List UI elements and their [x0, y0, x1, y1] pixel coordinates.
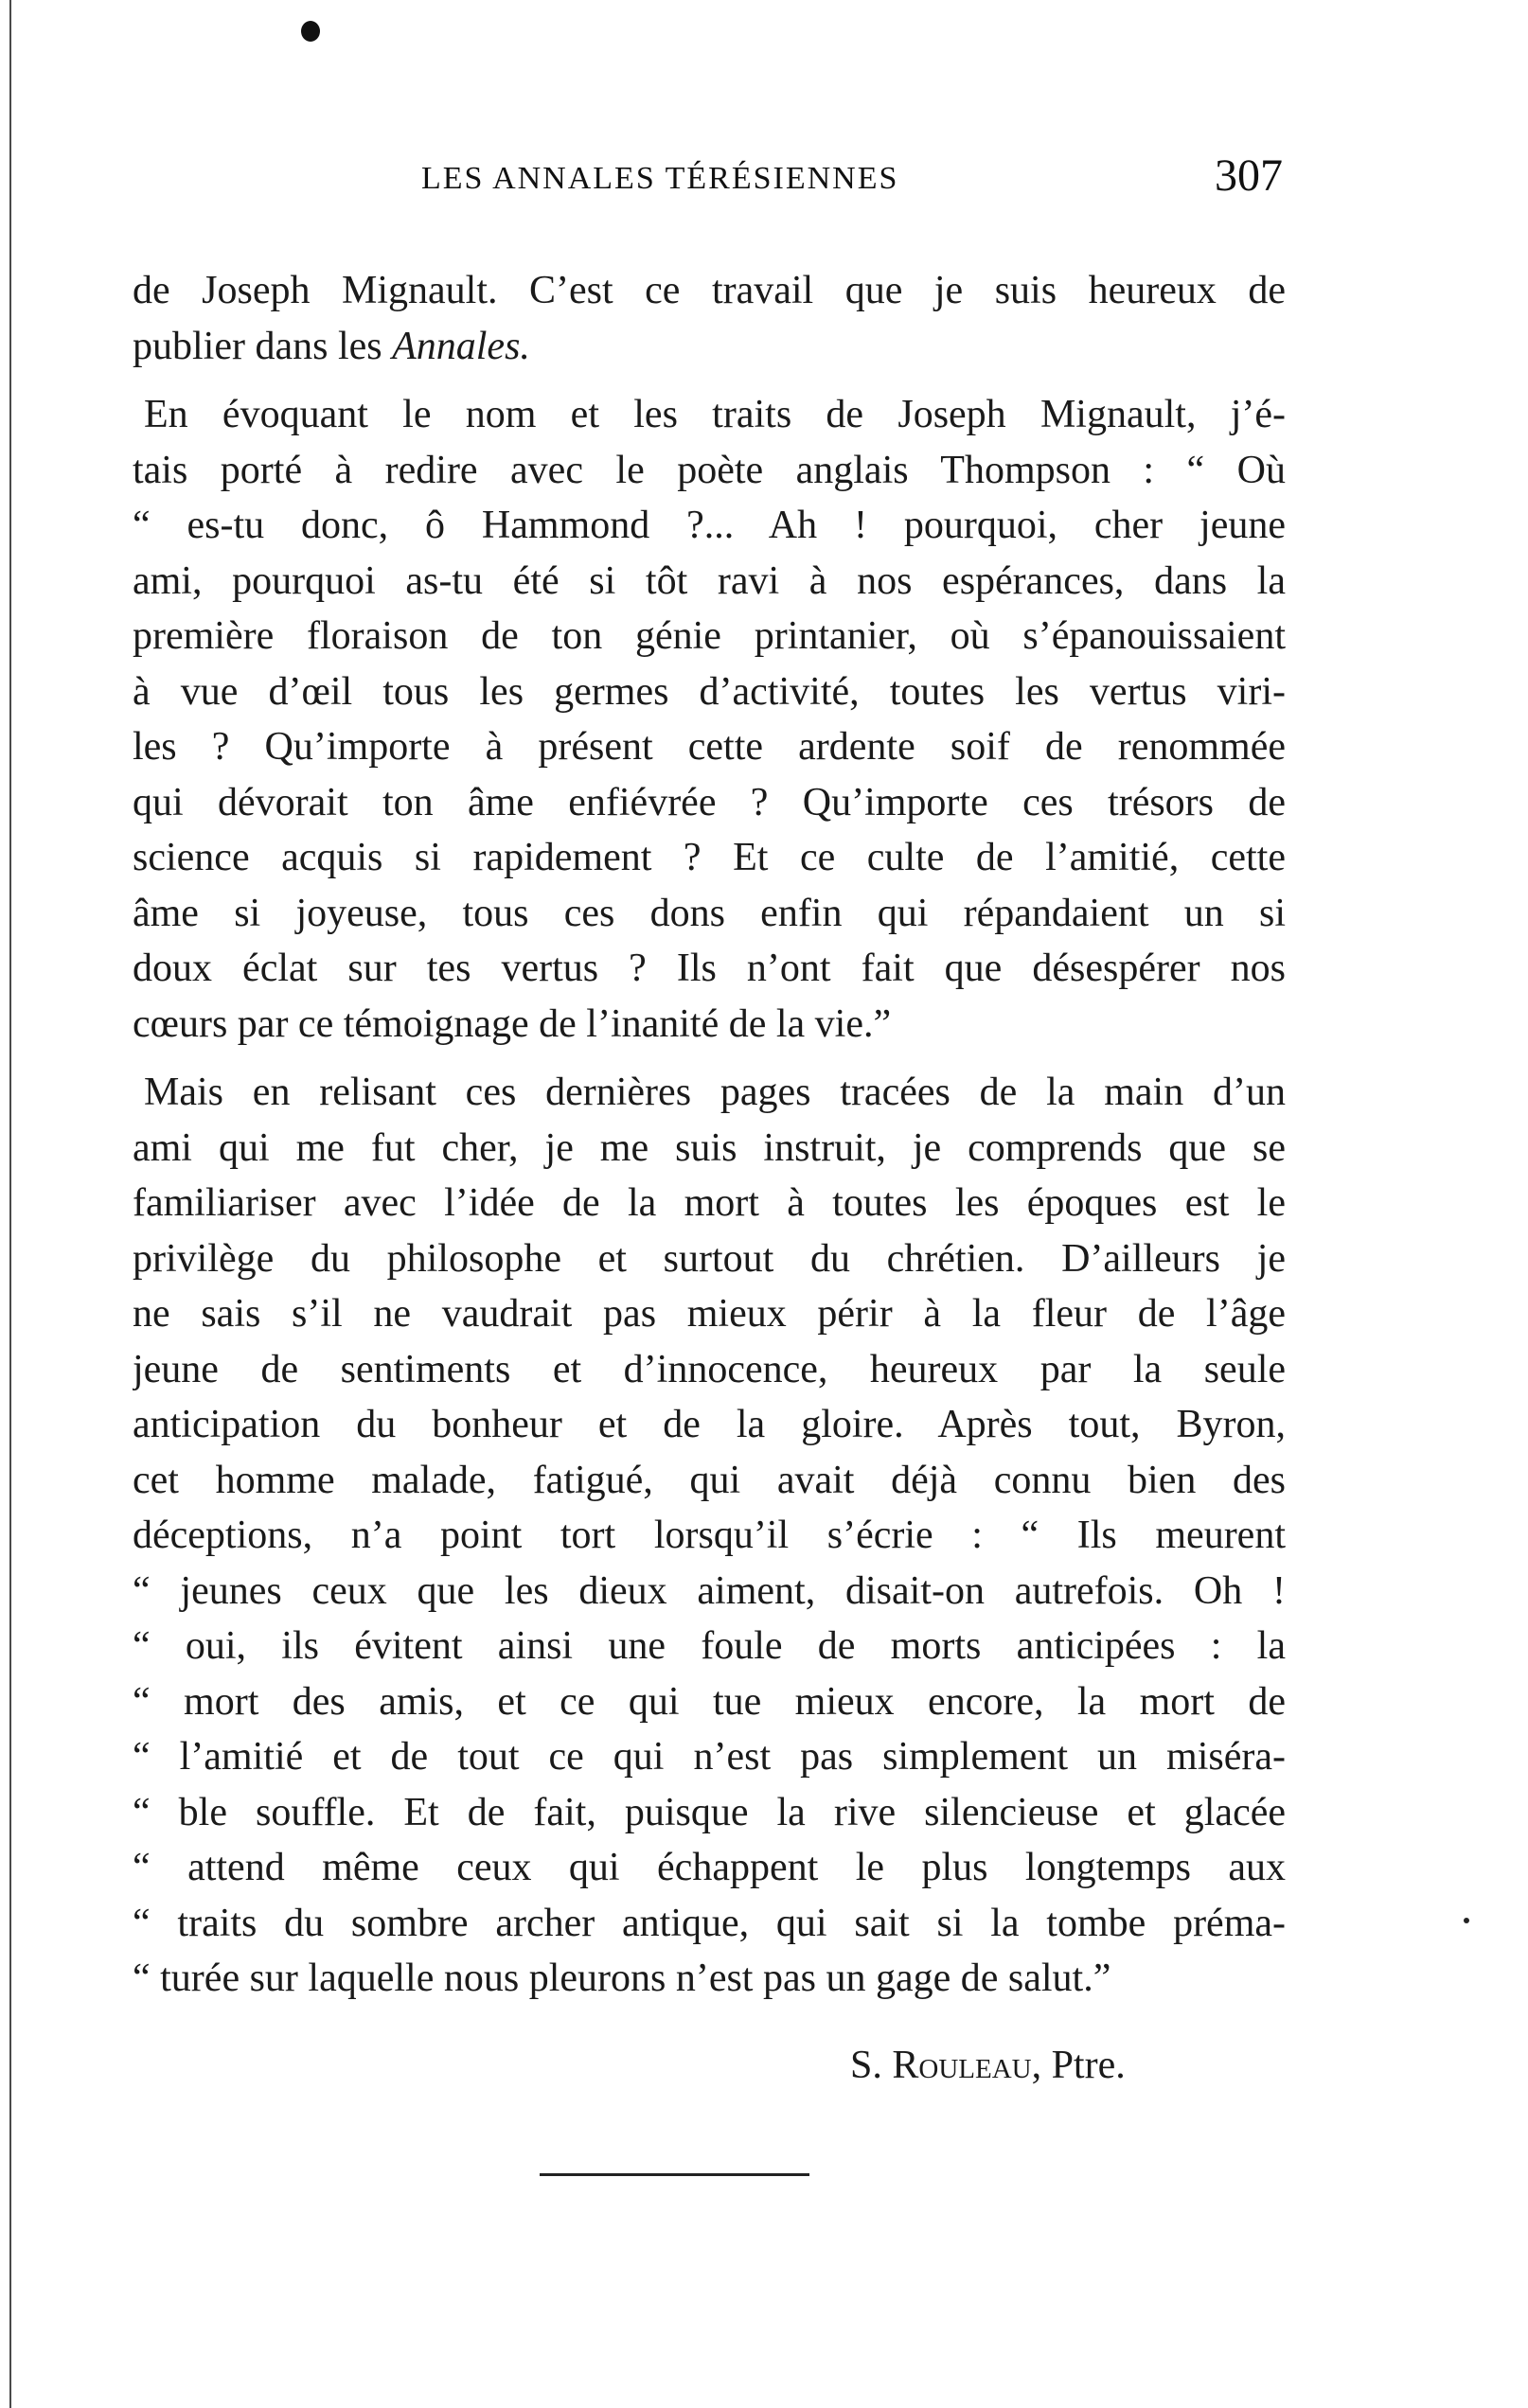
text-line: “ ble souffle. Et de fait, puisque la rive silencieuse et glacée [133, 1790, 1286, 1834]
body-text [133, 263, 1286, 2007]
text-line [133, 319, 1286, 375]
text-line: privilège du philosophe et surtout du chrétien. D’ailleurs je [133, 1236, 1286, 1281]
page-number: 307 [1215, 150, 1283, 201]
text-line: première floraison de ton génie printanier, où s’épanouissaient [133, 614, 1286, 658]
text-line: qui dévorait ton âme enfiévrée ? Qu’importe ces trésors de [133, 780, 1286, 824]
author-title: , Ptre. [1031, 2044, 1126, 2087]
text-line: science acquis si rapidement ? Et ce culte de l’amitié, cette [133, 836, 1286, 879]
end-rule [540, 2173, 809, 2176]
text-line: “ jeunes ceux que les dieux aiment, disait-on autrefois. Oh ! [133, 1568, 1286, 1613]
ink-speck [1464, 1918, 1469, 1923]
text-line: “ attend même ceux qui échappent le plus longtemps aux [133, 1846, 1286, 1889]
text-line: âme si joyeuse, tous ces dons enfin qui répandaient un si [133, 891, 1286, 935]
text-line: à vue d’œil tous les germes d’activité, toutes les vertus viri- [133, 669, 1286, 714]
text-line: cœurs par ce témoignage de l’inanité de la vie.” [133, 1001, 892, 1046]
text-line: jeune de sentiments et d’innocence, heureux par la seule [133, 1347, 1286, 1391]
text-line: les ? Qu’importe à présent cette ardente soif de renommée [133, 725, 1286, 769]
running-head: LES ANNALES TÉRÉSIENNES [421, 161, 899, 196]
text-line: “ traits du sombre archer antique, qui sait si la tombe préma- [133, 1901, 1286, 1945]
text-line: ami, pourquoi as-tu été si tôt ravi à nos espérances, dans la [133, 558, 1286, 603]
text-line: “ es-tu donc, ô Hammond ?... Ah ! pourquoi, cher jeune [133, 504, 1286, 547]
text-line: “ l’amitié et de tout ce qui n’est pas simplement un miséra- [133, 1735, 1286, 1779]
author-initial: S. [850, 2044, 882, 2087]
text-line: En évoquant le nom et les traits de Joseph Mignault, j’é- [144, 393, 1286, 436]
page-edge-rule [9, 0, 11, 2408]
text-line: tais porté à redire avec le poète anglais Thompson : “ Où [133, 448, 1286, 492]
text-line: anticipation du bonheur et de la gloire. Après tout, Byron, [133, 1403, 1286, 1446]
text-line: cet homme malade, fatigué, qui avait déjà connu bien des [133, 1458, 1286, 1502]
text-line: doux éclat sur tes vertus ? Ils n’ont fait que désespérer nos [133, 947, 1286, 990]
ink-dot [301, 21, 320, 42]
author-surname: Rouleau [892, 2044, 1032, 2087]
text-line: “ turée sur laquelle nous pleurons n’est pas un gage de salut.” [133, 1956, 1111, 2000]
text-line: “ oui, ils évitent ainsi une foule de morts anticipées : la [133, 1624, 1286, 1668]
text-line: ami qui me fut cher, je me suis instruit, je comprends que se [133, 1125, 1286, 1170]
author-signature [850, 2043, 1126, 2088]
text-line-start: publier dans les [133, 324, 393, 368]
italic-title: Annales. [392, 324, 530, 368]
text-line: familiariser avec l’idée de la mort à toutes les époques est le [133, 1181, 1286, 1225]
text-line: “ mort des amis, et ce qui tue mieux encore, la mort de [133, 1679, 1286, 1724]
text-line: Mais en relisant ces dernières pages tracées de la main d’un [144, 1071, 1286, 1114]
text-line: de Joseph Mignault. C’est ce travail que je suis heureux de [133, 269, 1286, 312]
text-line: déceptions, n’a point tort lorsqu’il s’écrie : “ Ils meurent [133, 1514, 1286, 1557]
text-line: ne sais s’il ne vaudrait pas mieux périr à la fleur de l’âge [133, 1292, 1286, 1336]
